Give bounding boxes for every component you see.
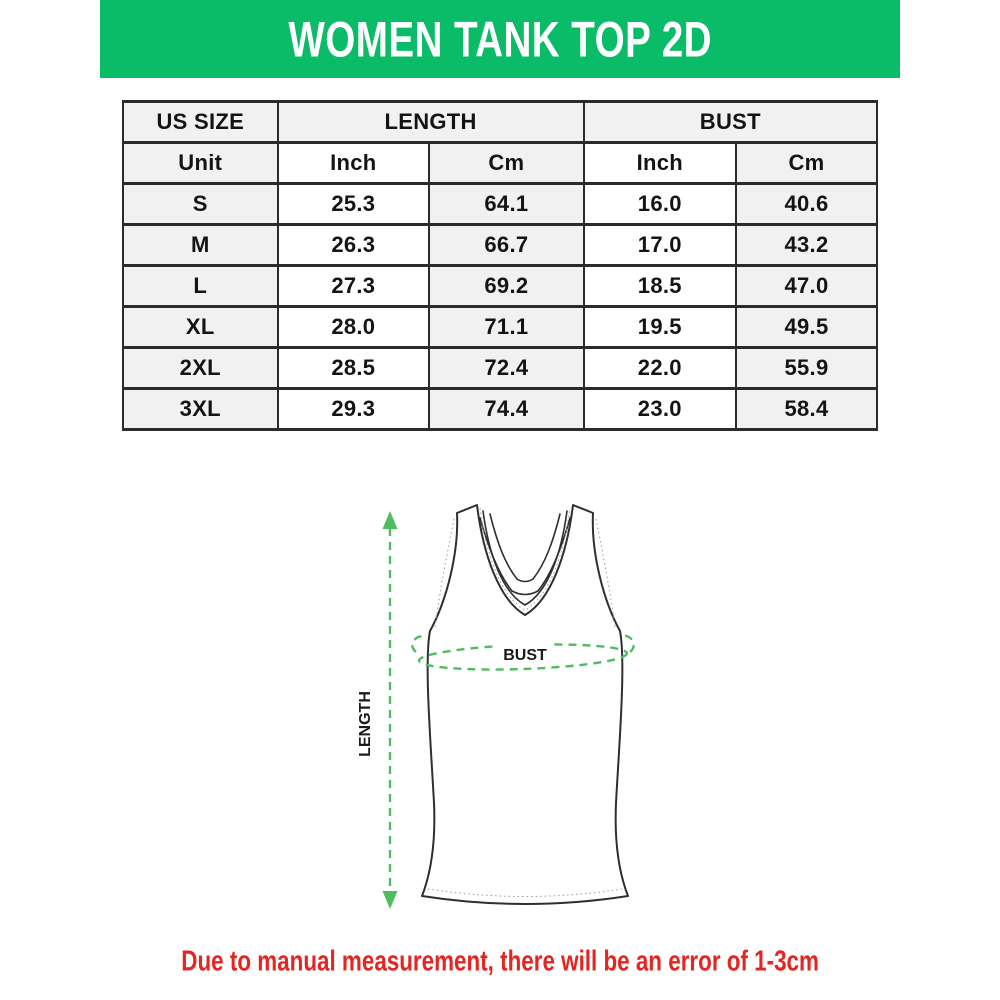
- value-cell: 29.3: [278, 389, 430, 430]
- tank-outline: [422, 505, 628, 904]
- value-cell: 17.0: [584, 225, 736, 266]
- title-banner: [100, 0, 900, 78]
- value-cell: 25.3: [278, 184, 430, 225]
- tank-top-diagram: [350, 492, 650, 944]
- size-chart-table: [122, 100, 878, 431]
- value-cell: 49.5: [736, 307, 877, 348]
- page-title: WOMEN TANK TOP 2D: [288, 10, 712, 68]
- value-cell: 74.4: [429, 389, 584, 430]
- value-cell: 69.2: [429, 266, 584, 307]
- value-cell: 55.9: [736, 348, 877, 389]
- bust-cm-header: Cm: [736, 143, 877, 184]
- table-unit-row: [123, 143, 877, 184]
- table-row-s: [123, 184, 877, 225]
- size-cell: M: [123, 225, 278, 266]
- value-cell: 71.1: [429, 307, 584, 348]
- value-cell: 27.3: [278, 266, 430, 307]
- measurement-note: [0, 946, 1000, 977]
- size-cell: XL: [123, 307, 278, 348]
- length-label: LENGTH: [357, 691, 374, 757]
- value-cell: 66.7: [429, 225, 584, 266]
- table-header-row: [123, 102, 877, 143]
- value-cell: 18.5: [584, 266, 736, 307]
- value-cell: 58.4: [736, 389, 877, 430]
- value-cell: 47.0: [736, 266, 877, 307]
- length-cm-header: Cm: [429, 143, 584, 184]
- size-cell: S: [123, 184, 278, 225]
- value-cell: 28.0: [278, 307, 430, 348]
- header-length: LENGTH: [278, 102, 584, 143]
- bust-inch-header: Inch: [584, 143, 736, 184]
- length-arrow: [383, 511, 398, 909]
- header-us-size: US SIZE: [123, 102, 278, 143]
- bust-label: BUST: [503, 647, 547, 664]
- size-cell: L: [123, 266, 278, 307]
- table-row-xl: [123, 307, 877, 348]
- table-row-l: [123, 266, 877, 307]
- table-row-m: [123, 225, 877, 266]
- measurement-note-text: Due to manual measurement, there will be an error of 1-3cm: [181, 945, 819, 977]
- up-arrow-icon: [383, 511, 398, 529]
- value-cell: 19.5: [584, 307, 736, 348]
- value-cell: 72.4: [429, 348, 584, 389]
- value-cell: 23.0: [584, 389, 736, 430]
- table-row-2xl: [123, 348, 877, 389]
- value-cell: 22.0: [584, 348, 736, 389]
- value-cell: 28.5: [278, 348, 430, 389]
- value-cell: 26.3: [278, 225, 430, 266]
- table-row-3xl: [123, 389, 877, 430]
- size-cell: 3XL: [123, 389, 278, 430]
- unit-label-cell: Unit: [123, 143, 278, 184]
- size-cell: 2XL: [123, 348, 278, 389]
- value-cell: 40.6: [736, 184, 877, 225]
- value-cell: 16.0: [584, 184, 736, 225]
- header-bust: BUST: [584, 102, 877, 143]
- down-arrow-icon: [383, 891, 398, 909]
- value-cell: 64.1: [429, 184, 584, 225]
- value-cell: 43.2: [736, 225, 877, 266]
- length-inch-header: Inch: [278, 143, 430, 184]
